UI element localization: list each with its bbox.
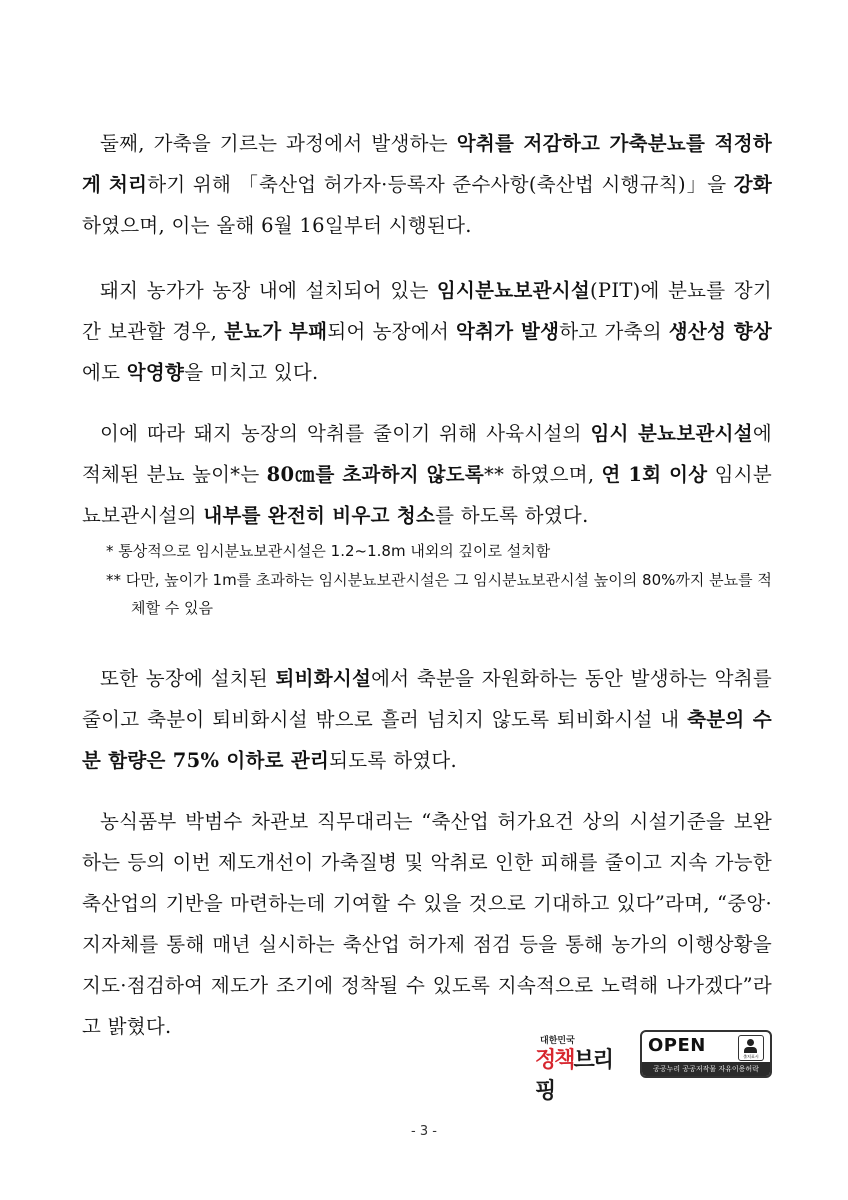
- body-text: 되어 농장에서: [327, 320, 457, 343]
- emphasis-text: 내부를 완전히 비우고 청소: [203, 504, 436, 527]
- paragraph-second-measure: [82, 123, 772, 246]
- paragraph-official-quote: [82, 801, 772, 1047]
- emphasis-text: 분뇨가 부패: [224, 320, 328, 343]
- footnote-depth: * 통상적으로 임시분뇨보관시설은 1.2~1.8m 내외의 깊이로 설치함: [106, 542, 551, 560]
- body-text: 에서 축분을 자원화하는 동안 발생하는 악취를 줄이고 축분이 퇴비화시설 밖으로 흘러 넘치지 않도록 퇴비화시설 내: [82, 667, 772, 731]
- kogl-caption: 공공누리 공공저작물 자유이용허락: [642, 1062, 770, 1076]
- body-text: 를 하도록 하였다.: [435, 504, 589, 527]
- page-number: - 3 -: [411, 1124, 437, 1139]
- emphasis-text: 임시 분뇨보관시설: [590, 422, 753, 445]
- open-wordmark: OPEN: [648, 1035, 706, 1056]
- policy-briefing-logo-top: 대한민국: [540, 1036, 575, 1046]
- emphasis-text: 80㎝를 초과하지 않도록: [266, 463, 485, 486]
- body-text: 돼지 농가가 농장 내에 설치되어 있는: [100, 279, 437, 302]
- body-text: 하였으며, 이는 올해 6월 16일부터 시행된다.: [82, 214, 472, 237]
- body-text: 농식품부 박범수 차관보 직무대리는 “축산업 허가요건 상의 시설기준을 보완하는 등의 이번 제도개선이 가축질병 및 악취로 인한 피해를 줄이고 지속 가능한 축산업의 기반을 마련하는데 기여할 수 있을 것으로 기대하고 있다”라며, “중앙·지자체를 통해 매년 실시하는 축산업 허가제 점검 등을 통해 농가의 이행상황을 지도·점검하여 제도가 조기에 정착될 수 있도록 지속적으로 노력해 나가겠다”라고 밝혔다.: [82, 810, 772, 1038]
- paragraph-pit-height-rule: [82, 413, 772, 536]
- body-text: 임시분뇨보관시설의: [82, 463, 772, 527]
- body-text: 둘째, 가축을 기르는 과정에서 발생하는: [100, 132, 457, 155]
- paragraph-composting-facility: [82, 658, 772, 781]
- body-text: 을 미치고 있다.: [184, 361, 319, 384]
- emphasis-text: 악취를 저감하고 가축분뇨를 적정하게 처리: [82, 132, 773, 196]
- attribution-person-icon: 출처표시: [738, 1035, 764, 1061]
- emphasis-text: 생산성 향상: [668, 320, 773, 343]
- body-text: 에도: [82, 361, 127, 384]
- emphasis-text: 강화: [733, 173, 772, 196]
- body-text: 이에 따라 돼지 농장의 악취를 줄이기 위해 사육시설의: [100, 422, 591, 445]
- body-text: 또한 농장에 설치된: [100, 667, 276, 690]
- emphasis-text: 악영향: [126, 361, 185, 384]
- kogl-open-license-logo: [640, 1030, 772, 1078]
- paragraph-pig-farm-pit: [82, 270, 772, 393]
- body-text: 하기 위해 「축산업 허가자·등록자 준수사항(축산법 시행규칙)」을: [147, 173, 734, 196]
- emphasis-text: 퇴비화시설: [275, 667, 372, 690]
- body-text: (PIT)에 분뇨를 장기간 보관할 경우,: [82, 279, 772, 343]
- body-text: 에 적체된 분뇨 높이*는: [82, 422, 772, 486]
- body-text: 하고 가축의: [559, 320, 669, 343]
- emphasis-text: 임시분뇨보관시설: [436, 279, 591, 302]
- emphasis-text: 축분의 수분 함량은 75% 이하로 관리: [82, 708, 772, 772]
- emphasis-text: 악취가 발생: [456, 320, 560, 343]
- footnote-height-exception: ** 다만, 높이가 1m를 초과하는 임시분뇨보관시설은 그 임시분뇨보관시설 높이의 80%까지 분뇨를 적체할 수 있음: [106, 571, 772, 617]
- body-text: ** 하였으며,: [484, 463, 602, 486]
- body-text: 되도록 하였다.: [329, 749, 457, 772]
- policy-briefing-logo: [530, 1030, 630, 1104]
- policy-briefing-logo-main: 정책브리핑: [535, 1048, 613, 1104]
- footer-logos: [530, 1030, 775, 1104]
- emphasis-text: 연 1회 이상: [601, 463, 708, 486]
